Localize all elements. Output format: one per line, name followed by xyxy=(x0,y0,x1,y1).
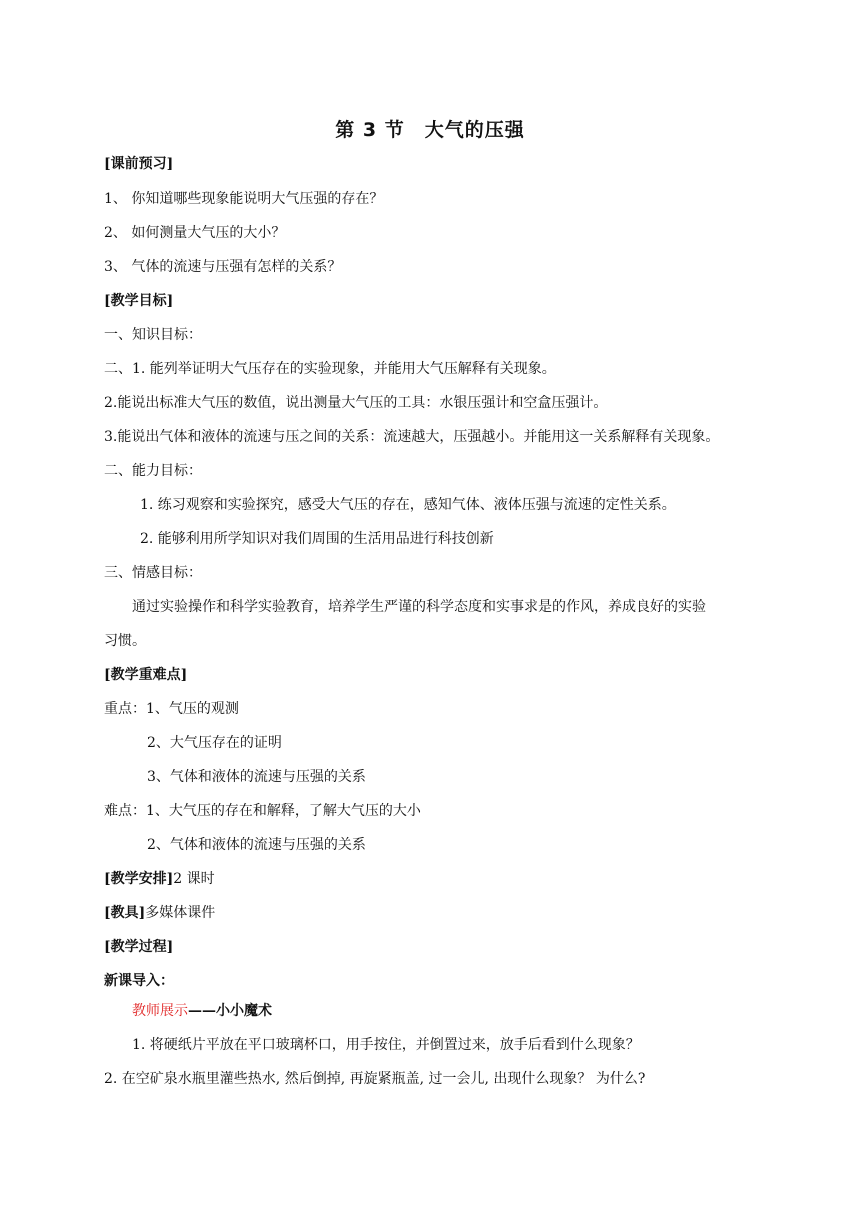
difficulty-item-1: 难点：1、大气压的存在和解释，了解大气压的大小 xyxy=(104,803,421,819)
knowledge-goal-title: 一、知识目标： xyxy=(104,327,202,343)
tools-value: 多媒体课件 xyxy=(145,905,216,921)
ability-goal-item-1: 1. 练习观察和实验探究，感受大气压的存在，感知气体、液体压强与流速的定性关系。 xyxy=(140,497,676,513)
tools-label: [教具] xyxy=(104,905,146,921)
emotion-goal-line-2: 习惯。 xyxy=(104,633,146,649)
tools-line xyxy=(104,904,215,922)
preview-item-1: 1、 你知道哪些现象能说明大气压强的存在？ xyxy=(104,191,384,207)
knowledge-goal-item-2: 2.能说出标准大气压的数值，说出测量大气压的工具：水银压强计和空盒压强计。 xyxy=(104,395,608,411)
knowledge-goal-item-1: 二、1. 能列举证明大气压存在的实验现象，并能用大气压解释有关现象。 xyxy=(104,361,556,377)
section-heading-goals: [教学目标] xyxy=(104,293,174,309)
focus-item-2: 2、大气压存在的证明 xyxy=(147,735,282,751)
arrangement-line xyxy=(104,870,215,888)
demo-step-1: 1. 将硬纸片平放在平口玻璃杯口，用手按住，并倒置过来，放手后看到什么现象？ xyxy=(132,1037,640,1053)
emotion-goal-line-1: 通过实验操作和科学实验教育，培养学生严谨的科学态度和实事求是的作风，养成良好的实验 xyxy=(132,599,706,615)
demo-heading xyxy=(132,1002,272,1020)
ability-goal-item-2: 2. 能够利用所学知识对我们周围的生活用品进行科技创新 xyxy=(140,531,494,547)
demo-label-title: ——小小魔术 xyxy=(188,1003,272,1019)
ability-goal-title: 二、能力目标： xyxy=(104,463,202,479)
difficulty-item-2: 2、气体和液体的流速与压强的关系 xyxy=(147,837,366,853)
demo-label-red: 教师展示 xyxy=(132,1003,188,1019)
focus-item-1: 重点：1、气压的观测 xyxy=(104,701,239,717)
emotion-goal-title: 三、情感目标： xyxy=(104,565,202,581)
section-heading-process: [教学过程] xyxy=(104,939,174,955)
demo-step-2: 2. 在空矿泉水瓶里灌些热水, 然后倒掉, 再旋紧瓶盖, 过一会儿, 出现什么现象？ 为什么? xyxy=(104,1071,646,1087)
arrangement-value: 2 课时 xyxy=(173,871,215,887)
preview-item-2: 2、 如何测量大气压的大小？ xyxy=(104,225,286,241)
page-title: 第 3 节 大气的压强 xyxy=(335,119,525,141)
section-heading-key-points: [教学重难点] xyxy=(104,667,188,683)
section-heading-preview: [课前预习] xyxy=(104,156,174,172)
focus-item-3: 3、气体和液体的流速与压强的关系 xyxy=(147,769,366,785)
arrangement-label: [教学安排] xyxy=(104,871,174,887)
knowledge-goal-item-3: 3.能说出气体和液体的流速与压之间的关系：流速越大，压强越小。并能用这一关系解释有关现象。 xyxy=(104,429,720,445)
preview-item-3: 3、 气体的流速与压强有怎样的关系？ xyxy=(104,259,342,275)
new-lesson-intro: 新课导入： xyxy=(104,973,174,989)
